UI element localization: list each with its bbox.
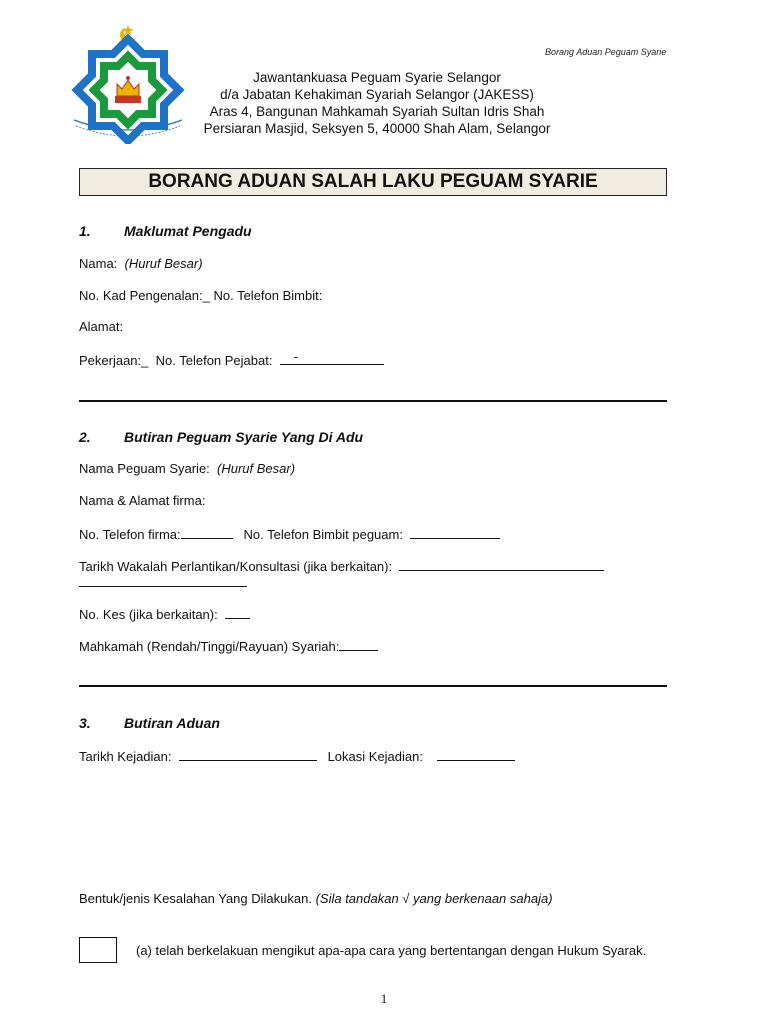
bentuk-label: Bentuk/jenis Kesalahan Yang Dilakukan. (79, 891, 312, 906)
wakalah-field-continued[interactable] (79, 586, 247, 587)
peguam-nama-label: Nama Peguam Syarie: (79, 461, 210, 476)
office-phone-separator: - (293, 349, 299, 364)
bentuk-row (79, 891, 553, 907)
firma-label: Nama & Alamat firma: (79, 493, 206, 508)
pengadu-ic-row[interactable] (79, 288, 322, 304)
wakalah-row[interactable] (79, 557, 604, 575)
kes-label: No. Kes (jika berkaitan): (79, 607, 218, 622)
bentuk-hint: (Sila tandakan √ yang berkenaan sahaja) (315, 891, 553, 906)
wakalah-field[interactable] (399, 557, 604, 571)
item-a-text: (a) telah berkelakuan mengikut apa-apa cara yang bertentangan dengan Hukum Syarak. (136, 943, 647, 958)
pengadu-phone-label: No. Telefon Bimbit: (213, 288, 323, 303)
pengadu-ic-label: No. Kad Pengenalan: (79, 288, 203, 303)
section2-heading: Butiran Peguam Syarie Yang Di Adu (124, 429, 364, 445)
mais-logo (70, 22, 186, 144)
mahkamah-row[interactable] (79, 637, 378, 655)
section3-heading: Butiran Aduan (124, 715, 220, 731)
item-a-checkbox[interactable] (79, 937, 117, 963)
pengadu-nama-hint: (Huruf Besar) (124, 256, 203, 271)
tel-firma-label: No. Telefon firma: (79, 527, 181, 542)
section-divider-1 (79, 400, 667, 402)
address-line-1: Jawantankuasa Peguam Syarie Selangor (253, 70, 501, 85)
kes-field[interactable] (225, 605, 250, 619)
lokasi-kejadian-field[interactable] (437, 747, 515, 761)
mahkamah-field[interactable] (339, 637, 378, 651)
wakalah-label: Tarikh Wakalah Perlantikan/Konsultasi (jika berkaitan): (79, 559, 393, 574)
address-line-4: Persiaran Masjid, Seksyen 5, 40000 Shah Alam, Selangor (203, 121, 551, 136)
pekerjaan-blank[interactable]: _ (141, 353, 149, 368)
mahkamah-label: Mahkamah (Rendah/Tinggi/Rayuan) Syariah: (79, 639, 340, 654)
tel-bimbit-field[interactable] (410, 525, 500, 539)
tarikh-kejadian-field[interactable] (179, 747, 317, 761)
office-phone-field[interactable] (280, 351, 384, 365)
tel-firma-row[interactable] (79, 525, 500, 543)
pengadu-pekerjaan-row[interactable] (79, 351, 384, 369)
pengadu-nama-label: Nama: (79, 256, 118, 271)
office-phone-label: No. Telefon Pejabat: (155, 353, 273, 368)
section1-heading: Maklumat Pengadu (124, 223, 252, 239)
peguam-nama-row[interactable] (79, 461, 295, 477)
peguam-nama-hint: (Huruf Besar) (217, 461, 296, 476)
section-divider-2 (79, 685, 667, 687)
address-line-2: d/a Jabatan Kehakiman Syariah Selangor (JAKESS) (220, 87, 534, 102)
lokasi-kejadian-label: Lokasi Kejadian: (327, 749, 423, 764)
tarikh-kejadian-label: Tarikh Kejadian: (79, 749, 172, 764)
kejadian-row[interactable] (79, 747, 515, 765)
section3-number: 3. (79, 715, 91, 731)
section2-number: 2. (79, 429, 91, 445)
pekerjaan-label: Pekerjaan: (79, 353, 142, 368)
section1-number: 1. (79, 223, 91, 239)
pengadu-ic-blank[interactable]: _ (202, 288, 210, 303)
form-title: BORANG ADUAN SALAH LAKU PEGUAM SYARIE (79, 168, 667, 196)
pengadu-nama-row[interactable] (79, 256, 203, 272)
tel-bimbit-label: No. Telefon Bimbit peguam: (243, 527, 403, 542)
address-line-3: Aras 4, Bangunan Mahkamah Syariah Sultan Idris Shah (209, 104, 545, 119)
tel-firma-field[interactable] (181, 525, 233, 539)
kes-row[interactable] (79, 605, 250, 623)
form-reference: Borang Aduan Peguam Syarie (545, 47, 667, 57)
pengadu-alamat-label: Alamat: (79, 319, 124, 334)
page-number: 1 (380, 991, 388, 1006)
